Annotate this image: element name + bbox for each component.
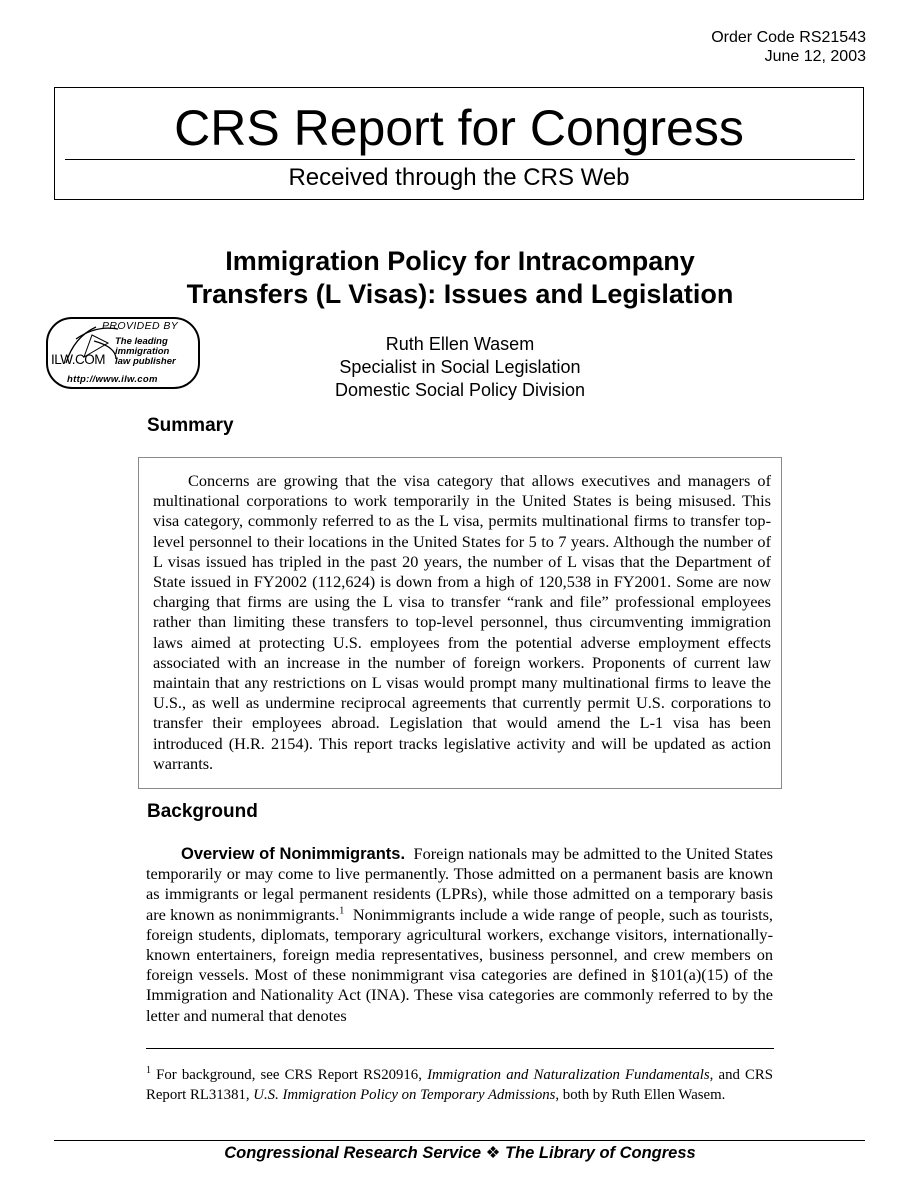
footnote-text-after: , both by Ruth Ellen Wasem.	[555, 1086, 726, 1103]
crs-banner	[54, 87, 864, 200]
ilw-logo-text: ILW.COM	[51, 352, 106, 367]
author-division: Domestic Social Policy Division	[334, 380, 586, 400]
footnote-title-1: Immigration and Naturalization Fundamentals	[427, 1067, 710, 1083]
footnote-title-2: U.S. Immigration Policy on Temporary Admissions	[253, 1086, 556, 1103]
ilw-tagline-line2: immigration	[115, 346, 170, 357]
ilw-tagline-line3: law publisher	[115, 356, 176, 367]
summary-box	[138, 457, 782, 789]
ilw-url-link[interactable]: http://www.ilw.com	[67, 374, 158, 385]
report-date: June 12, 2003	[764, 48, 866, 65]
banner-title: CRS Report for Congress	[174, 100, 744, 156]
order-info	[711, 28, 866, 66]
footnote-divider	[146, 1048, 774, 1049]
document-title	[100, 245, 820, 311]
footnote	[146, 1066, 773, 1105]
ilw-provided-by: PROVIDED BY	[102, 320, 179, 332]
footnote-text-mid: , and CRS Report RL31381,	[146, 1067, 773, 1103]
background-text-part1: Foreign nationals may be admitted to the United States temporarily or may come to live permanently. Those admitted on a permanent basis are known as immigrants or legal permanent residents (LPRs), while those admitted on a temporary basis are known as nonimmigrants.	[146, 844, 774, 924]
footnote-text-before: For background, see CRS Report RS20916,	[156, 1067, 428, 1083]
background-paragraph	[146, 844, 773, 1026]
author-role: Specialist in Social Legislation	[339, 357, 581, 377]
footnote-reference[interactable]: 1	[339, 905, 345, 917]
document-title-line1: Immigration Policy for Intracompany	[225, 246, 695, 276]
author-name: Ruth Ellen Wasem	[385, 334, 535, 354]
page-footer: Congressional Research Service ❖ The Library of Congress	[224, 1144, 696, 1162]
overview-runin-heading: Overview of Nonimmigrants.	[181, 845, 406, 863]
banner-subtitle: Received through the CRS Web	[288, 164, 630, 191]
author-block	[300, 333, 620, 402]
order-code: Order Code RS21543	[711, 29, 866, 46]
ilw-tagline	[115, 337, 176, 367]
summary-text: Concerns are growing that the visa category that allows executives and managers of multinational corporations to work temporarily in the United States is being misused. This visa category, commonly referred to as the L visa, permits multinational firms to transfer top-level personnel to their locations in the United States for 5 to 7 years. Although the number of L visas issued has tripled in the past 20 years, the number of L visas that the Department of State issued in FY2002 (112,624) is down from a high of 120,538 in FY2001. Some are now charging that firms are using the L visa to transfer “rank and file” professional employees rather than limiting these transfers to top-level personnel, thus circumventing immigration laws aimed at protecting U.S. employees from the potential adverse employment effects associated with an increase in the number of foreign workers. Proponents of current law maintain that any restrictions on L visas would prompt many multinational firms to leave the U.S., as well as undermine reciprocal agreements that currently permit U.S. corporations to transfer their employees abroad. Legislation that would amend the L-1 visa has been introduced (H.R. 2154). This report tracks legislative activity and will be updated as action warrants.	[153, 471, 771, 773]
banner-divider	[65, 159, 855, 160]
summary-heading: Summary	[147, 415, 234, 436]
background-heading: Background	[147, 801, 258, 822]
footnote-number: 1	[146, 1065, 151, 1077]
footer-divider	[54, 1140, 865, 1141]
ilw-tagline-line1: The leading	[115, 336, 168, 347]
background-text-part2: Nonimmigrants include a wide range of people, such as tourists, foreign students, diplomats, temporary agricultural workers, exchange visitors, internationally-known entertainers, foreign media representatives, business personnel, and crew members on foreign vessels. Most of these nonimmigrant visa categories are defined in §101(a)(15) of the Immigration and Nationality Act (INA). These visa categories are commonly referred to by the letter and numeral that denotes	[146, 904, 774, 1025]
document-title-line2: Transfers (L Visas): Issues and Legislation	[186, 279, 734, 309]
ilw-badge[interactable]	[46, 317, 200, 390]
